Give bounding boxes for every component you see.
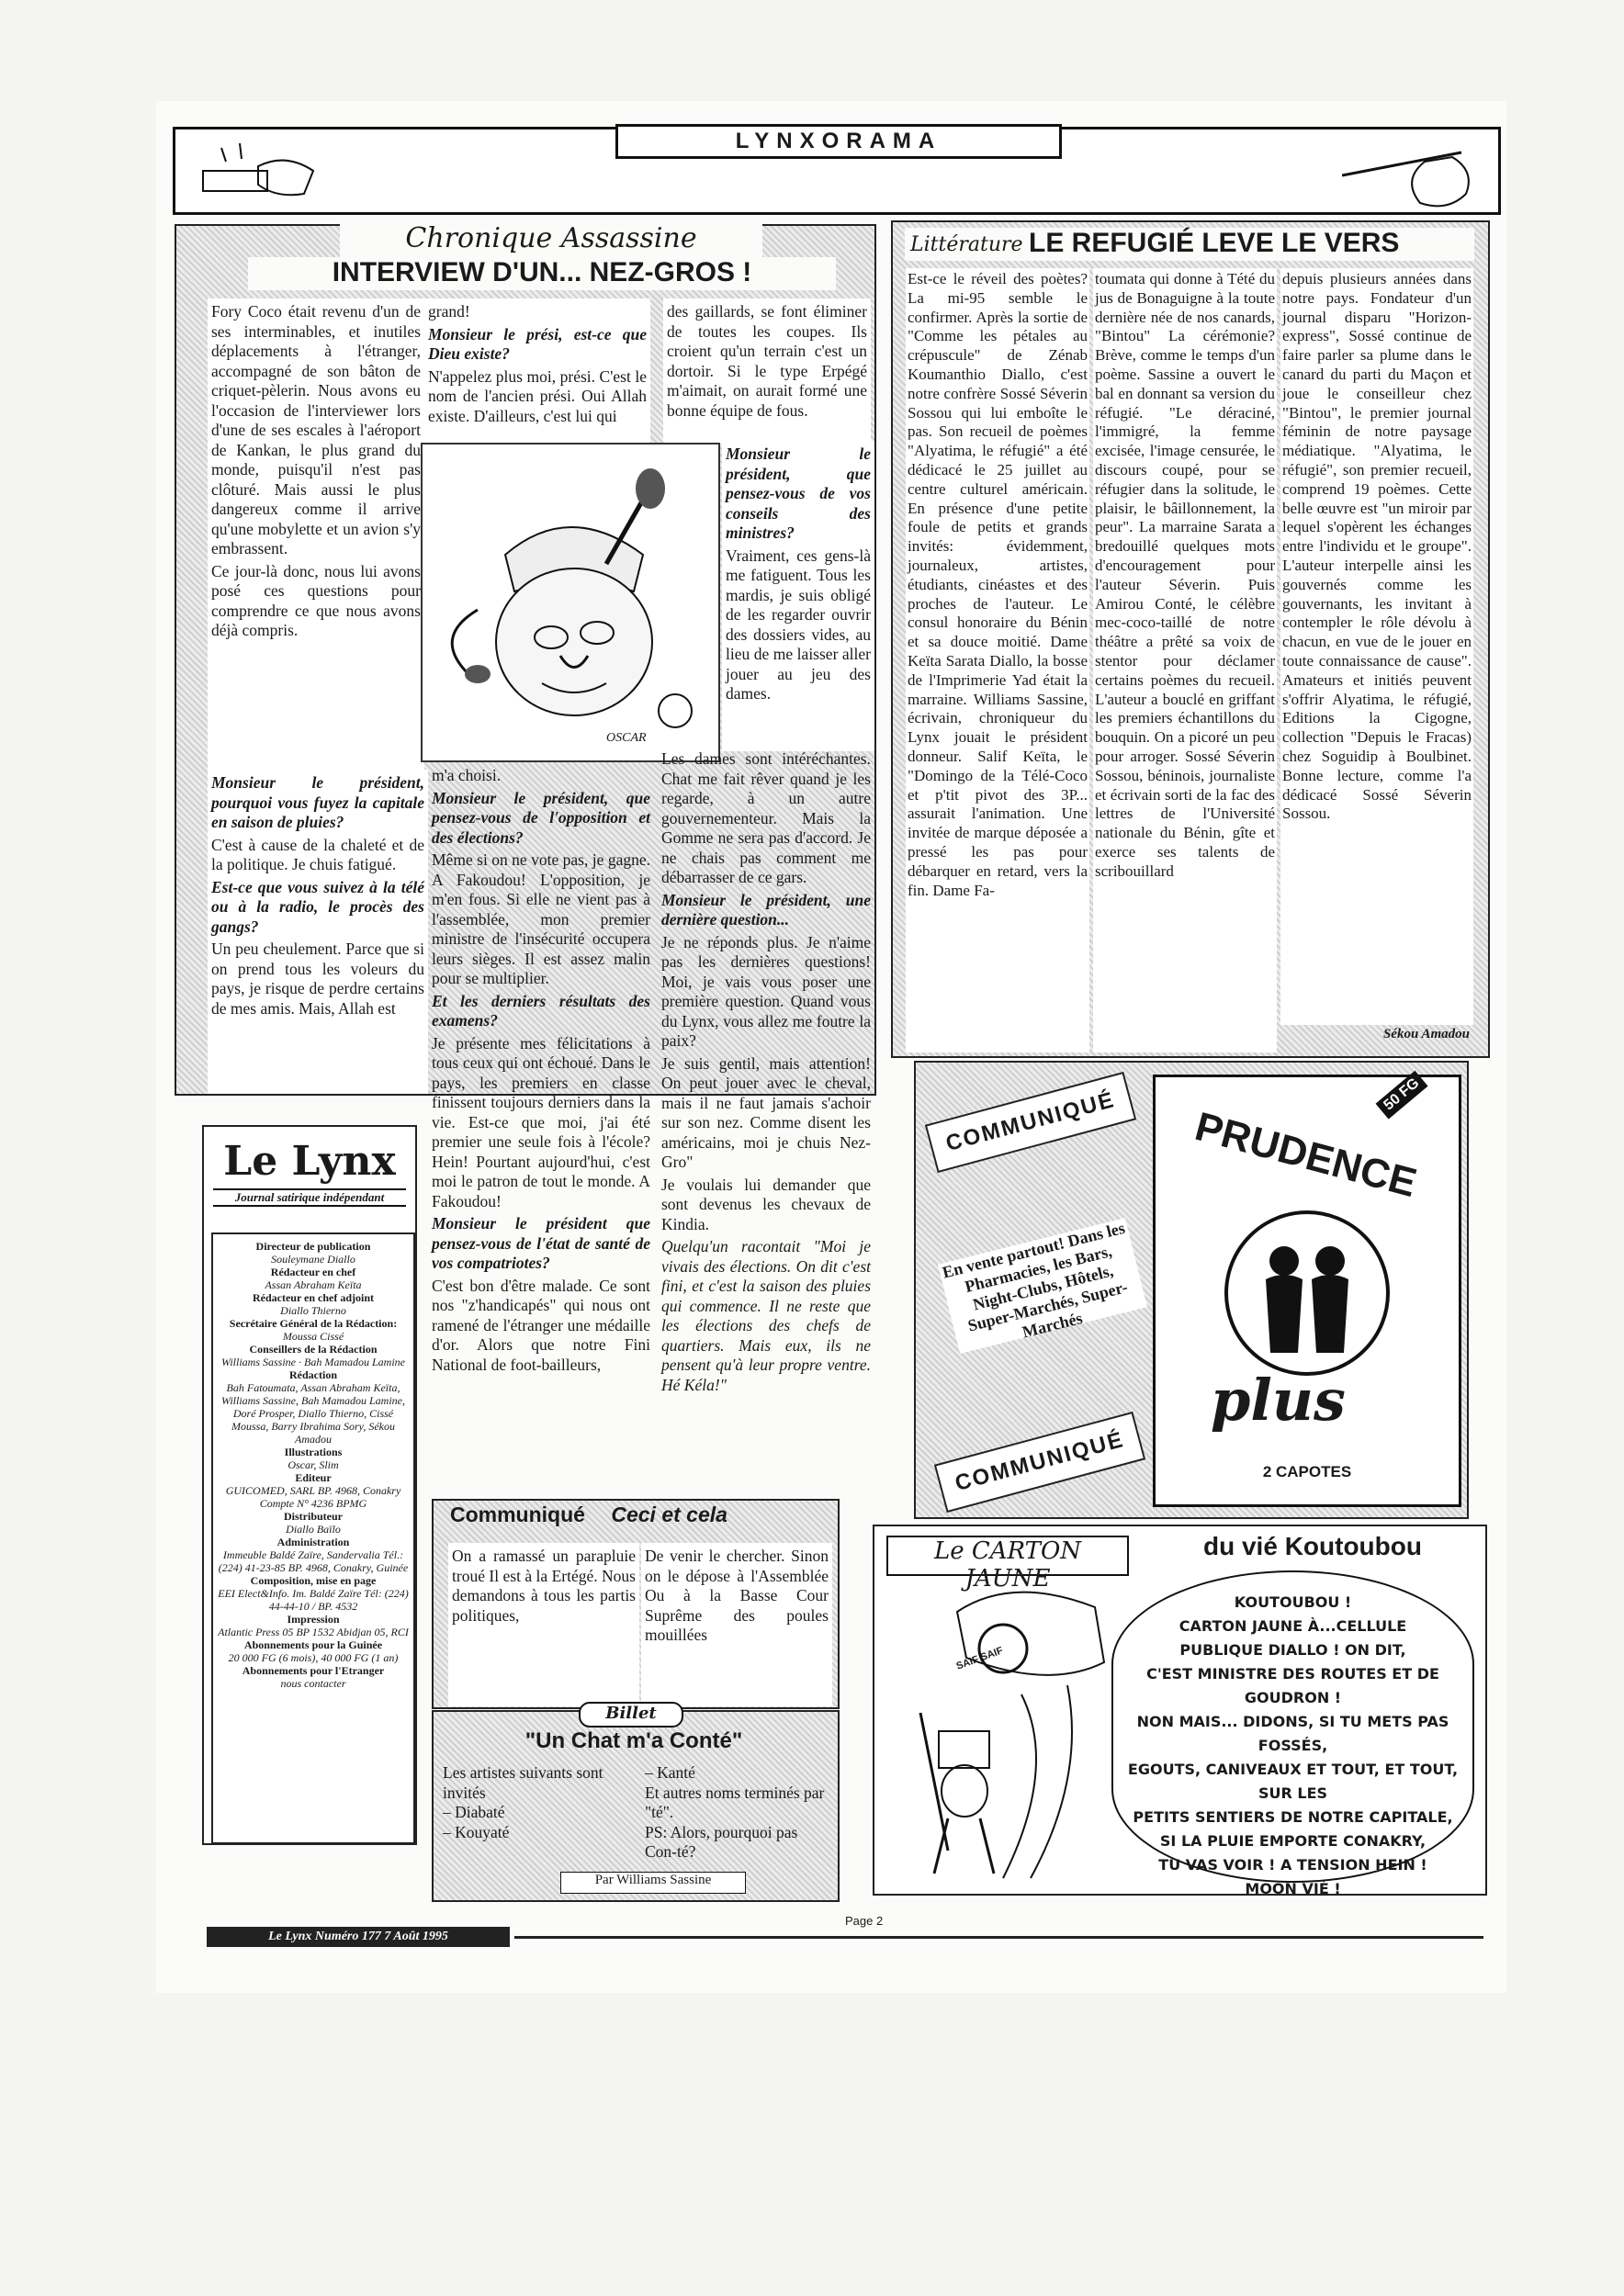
masthead-logo: Le Lynx xyxy=(223,1138,396,1185)
credit-name: Bah Fatoumata, Assan Abraham Keïta, Williams Sassine, Bah Mamadou Lamine, Doré Prosper, Diallo Thierno, Cissé Moussa, Barry Ibrahima Sory, Sékou Amadou xyxy=(221,1381,405,1446)
prudence-plus: plus xyxy=(1211,1367,1346,1434)
chronique-col2-top xyxy=(424,298,650,444)
credit-name: EEI Elect&Info. Im. Baldé Zaïre Tél: (224) 44-44-10 / BP. 4532 xyxy=(218,1587,409,1613)
ceci-left: On a ramassé un parapluie troué Il est à la Ertégé. Nous demandons à tous les partis politiques, xyxy=(448,1543,639,1706)
credit-name: Immeuble Baldé Zaïre, Sandervalia Tél.: (224) 41-23-85 BP. 4968, Conakry, Guinée xyxy=(218,1548,409,1574)
credit-role: Administration xyxy=(276,1536,350,1548)
answer: Je ne réponds plus. Je n'aime pas les dernières questions! Moi, je vais vous poser une première question. Quand vous du Lynx, vous allez me foutre la paix? xyxy=(661,932,871,1050)
carton-line: PUBLIQUE DIALLO ! ON DIT, xyxy=(1179,1641,1406,1659)
paragraph: Ce jour-là donc, nous lui avons posé ces questions pour comprendre ce que nous avons déjà compris. xyxy=(211,561,421,639)
masthead-credits xyxy=(211,1232,415,1844)
answer: Vraiment, ces gens-là me fatiguent. Tous les mardis, je suis obligé de les regarder ouvrir des dossiers vides, au lieu de me laisser aller jouer au jeu des dames. xyxy=(726,546,871,703)
footer-rule xyxy=(514,1936,1483,1939)
answer: Même si on ne vote pas, je gagne. A Fakoudou! L'opposition, je m'en fous. Si elle ne vient pas à l'assemblée, mon premier ministre de l'insécurité occupera leurs sièges. Il est assez malin pour se multiplier. xyxy=(432,850,650,987)
credit-entry xyxy=(217,1574,410,1613)
credit-role: Impression xyxy=(287,1613,340,1626)
ceci-title-a: Communiqué xyxy=(450,1503,585,1526)
litterature-byline: Sékou Amadou xyxy=(1382,1027,1470,1041)
communique-top: COMMUNIQUÉ xyxy=(925,1072,1136,1173)
credit-name: GUICOMED, SARL BP. 4968, Conakry Compte N° 4236 BPMG xyxy=(225,1484,401,1510)
chronique-col3 xyxy=(658,746,874,1525)
litterature-col2: toumata qui donne à Tété du jus de Bonaguigne à la toute dernière née de nos canards, "Bintou" La cérémonie? Brève, comme le temps d'un poème. Sassine a ouvert le bal en donnant sa version du réfugié. "Le déraciné, l'immigré, la femme excisée, l'image censurée, le discours coupé, pour se réfugier dans la solitude, le plaisir, le bâillonnement, la peur". La marraine Sarata a bredouillé quelques mots d'encouragement pour l'auteur Séverin. Puis Amirou Conté, le célèbre mec-coco-taillé de notre théâtre a prêté sa voix de stentor pour déclamer certains poèmes du recueil. L'auteur a bouclé en griffant les premiers échantillons du bouquin. On a picoré un peu pour arroger. Sossé Séverin Sossou, béninois, journaliste et écrivain sorti de la fac des lettres de l'Université nationale du Bénin, gîte et exerce ses talents de scribouillard xyxy=(1093,268,1277,1052)
carton-line: MOON VIÉ ! xyxy=(1245,1880,1341,1897)
credit-role: Abonnements pour la Guinée xyxy=(243,1638,383,1651)
carton-line: TU VAS VOIR ! A TENSION HEIN ! xyxy=(1158,1856,1427,1874)
masthead-tagline: Journal satirique indépendant xyxy=(213,1188,406,1207)
chronique-col2 xyxy=(428,762,654,1523)
section-title: LYNXORAMA xyxy=(615,124,1062,159)
carton-bubble: SAIF SAIF xyxy=(954,1645,1005,1672)
credit-role: Composition, mise en page xyxy=(250,1574,377,1587)
footer-issue: Le Lynx Numéro 177 7 Août 1995 xyxy=(207,1927,510,1947)
credit-name: Williams Sassine · Bah Mamadou Lamine xyxy=(221,1356,405,1368)
billet-left: Les artistes suivants sont invités – Diabaté – Kouyaté xyxy=(443,1763,603,1841)
communique-bottom: COMMUNIQUÉ xyxy=(934,1412,1145,1513)
carton-line: KOUTOUBOU ! xyxy=(1234,1593,1352,1611)
question: Monsieur le président, que pensez-vous de l'opposition et des élections? xyxy=(432,788,650,847)
credit-name: Moussa Cissé xyxy=(282,1330,344,1343)
paragraph: Fory Coco était revenu d'un de ses interminables, et inutiles déplacements à l'étranger, accompagné de son bâton de criquet-pèlerin. Nous avons eu l'occasion de l'interviewer lors d'une de ses escales à l'aéroport de Kankan, le plus grand du monde, puisqu'il n'est pas clôturé. Mais aussi le plus dangereux comme il arrive qu'une mobylette et un avion s'y embrassent. xyxy=(211,302,421,557)
prudence-package xyxy=(1153,1075,1461,1507)
credit-role: Conseillers de la Rédaction xyxy=(249,1343,378,1356)
chronique-col1 xyxy=(208,298,424,770)
answer: grand! xyxy=(428,302,470,321)
credit-entry xyxy=(217,1317,410,1343)
couple-emblem-icon xyxy=(1220,1206,1394,1380)
litterature-col3: depuis plusieurs années dans notre pays. Fondateur d'un journal disparu "Horizon-express", Sossé continue de faire parler sa plume dans le canard du parti du Maçon et joue le conseilleur chez "Bintou", le premier journal féminin de notre paysage médiatique. "Alyatima, le réfugié", son premier recueil, comprend 19 poèmes. Cette belle œuvre est "un miroir par lequel s'opèrent les échanges entre l'individu et le groupe". L'auteur interpelle ainsi les gouvernés comme les gouvernants, les invitant à contempler le rôle dévolu à chacun, en vue de le jouer en toute connaissance de cause". Amateurs et initiés peuvent s'offrir Alyatima, le réfugié, Editions la Cigogne, collection "Depuis le Fracas) chez Soguidip à Boulbinet. Bonne lecture, comme l'a dédicacé Sossé Séverin Sossou. xyxy=(1280,268,1473,1025)
chronique-headline: INTERVIEW D'UN... NEZ-GROS ! xyxy=(248,257,836,290)
credit-entry xyxy=(217,1240,410,1266)
question: Monsieur le président, que pensez-vous de vos conseils des ministres? xyxy=(726,445,871,542)
credit-name: Souleymane Diallo xyxy=(271,1253,355,1266)
credit-entry xyxy=(217,1343,410,1368)
quote: Quelqu'un racontait "Moi je vivais des élections. On dit c'est fini, et c'est la saison des pluies qui commence. Il ne reste que les élections des chefs de quartiers. Mais eux, ils ne pensent qu'à leur propre ventre. Hé Kéla!" xyxy=(661,1237,871,1394)
credit-role: Illustrations xyxy=(284,1446,343,1458)
credit-name: Atlantic Press 05 BP 1532 Abidjan 05, RCI xyxy=(218,1626,409,1638)
billet-right: – Kanté Et autres noms terminés par "té". PS: Alors, pourquoi pas Con-té? xyxy=(645,1763,825,1861)
carton-speech-bubble xyxy=(1111,1570,1474,1897)
credit-role: Rédacteur en chef xyxy=(270,1266,356,1278)
answer: N'appelez plus moi, prési. C'est le nom de l'ancien prési. Oui Allah existe. D'ailleurs, c'est lui qui xyxy=(428,366,647,425)
answer: m'a choisi. xyxy=(432,766,502,784)
answer: Un peu cheulement. Parce que si on prend tous les voleurs du pays, je risque de perdre certains de mes amis. Mais, Allah est xyxy=(211,940,424,1018)
question: Monsieur le président, une dernière question... xyxy=(661,890,871,929)
capotes-label: 2 CAPOTES xyxy=(1262,1463,1352,1480)
credit-entry xyxy=(217,1638,410,1664)
chronique-kicker: Chronique Assassine xyxy=(340,222,762,259)
carton-line: SI LA PLUIE EMPORTE CONAKRY, xyxy=(1159,1832,1427,1850)
credit-entry xyxy=(217,1266,410,1291)
price-tag: 50 FG xyxy=(1376,1070,1428,1119)
credit-name: Assan Abraham Keïta xyxy=(265,1278,362,1291)
credit-entry xyxy=(217,1510,410,1536)
credit-role: Rédacteur en chef adjoint xyxy=(252,1291,375,1304)
carton-line: C'EST MINISTRE DES ROUTES ET DE GOUDRON ! xyxy=(1146,1665,1439,1706)
credit-entry xyxy=(217,1446,410,1471)
credit-name: Diallo Thierno xyxy=(280,1304,346,1317)
chronique-col3-mid xyxy=(722,441,874,751)
credit-entry xyxy=(217,1368,410,1446)
footer-page: Page 2 xyxy=(845,1914,884,1928)
chronique-col1b xyxy=(208,770,428,1094)
billet-title: "Un Chat m'a Conté" xyxy=(524,1728,743,1753)
ceci-right: De venir le chercher. Sinon on le dépose à l'Assemblée Ou à la Basse Cour Suprême des poules mouillées xyxy=(641,1543,832,1706)
carton-line: EGOUTS, CANIVEAUX ET TOUT, ET TOUT, SUR LES xyxy=(1127,1761,1459,1802)
question: Monsieur le prési, est-ce que Dieu existe? xyxy=(428,324,647,363)
caricature-drawing xyxy=(423,445,718,760)
carton-title-b: du vié Koutoubou xyxy=(1203,1532,1422,1560)
credit-entry xyxy=(217,1613,410,1638)
question: Monsieur le président, pourquoi vous fuyez la capitale en saison de pluies? xyxy=(211,773,424,831)
question: Et les derniers résultats des examens? xyxy=(432,991,650,1030)
communique-body: En vente partout! Dans les Pharmacies, les Bars, Night-Clubs, Hôtels, Super-Marchés, Super-Marchés xyxy=(938,1218,1147,1354)
answer: C'est bon d'être malade. Ce sont nos "z'handicapés" qui nous ont ramené de l'étranger une médaille d'or. Alors que notre Fini National de foot-bailleurs, xyxy=(432,1276,650,1374)
answer: Les dames sont intéréchantes. Chat me fait rêver quand je les regarde, à un autre gouvernementeur. Mais la Gomme ne sera pas d'accord. Je ne chais pas comment me débarrasser de ce gars. xyxy=(661,749,871,886)
billet-byline: Par Williams Sassine xyxy=(560,1872,746,1894)
credit-name: nous contacter xyxy=(280,1677,346,1690)
prudence-brand: PRUDENCE xyxy=(1190,1103,1422,1207)
ceci-title-b: Ceci et cela xyxy=(611,1503,727,1526)
billet-tag: Billet xyxy=(579,1702,683,1728)
litterature-header xyxy=(905,228,1474,261)
credit-role: Secrétaire Général de la Rédaction: xyxy=(229,1317,398,1330)
credit-role: Directeur de publication xyxy=(255,1240,371,1253)
credit-name: Diallo Baïlo xyxy=(286,1523,341,1536)
litterature-kicker: Littérature xyxy=(910,233,1023,256)
credit-role: Rédaction xyxy=(289,1368,337,1381)
litterature-col1: Est-ce le réveil des poètes? La mi-95 semble le confirmer. Après la sortie de "Comme les pétales au crépuscule" de Zénab Koumanthio Diallo, c'est notre confrère Sossé Séverin Sossou qui lui emboîte le pas. Son recueil de poèmes "Alyatima, le réfugié" a été dédicacé le 25 juillet au centre culturel américain. En présence d'une petite foule de petits et grands invités: évidemment, journaleux, artistes, étudiants, cinéastes et des proches de l'auteur. Le consul honoraire du Bénin et sa douce moitié. Dame Keïta Sarata Diallo, la bosse de l'Imprimerie Yad était la marraine. Williams Sassine, écrivain, chroniqueur du Lynx jouait le président donneur. Salif Keïta, le "Domingo de la Télé-Coco et p'tit pivot des 3P... assurait l'animation. Une invitée de marque déposée a pressé les pas pour débarquer en retard, vers la fin. Dame Fa- xyxy=(906,268,1089,1052)
answer: Je suis gentil, mais attention! On peut jouer avec le cheval, mais il ne faut jamais s'achoir sur son nez. Comme disent les américains, moi je chuis Nez-Gro" xyxy=(661,1053,871,1171)
hand-stamp-icon xyxy=(194,139,332,203)
credit-entry xyxy=(217,1664,410,1690)
carton-line: PETITS SENTIERS DE NOTRE CAPITALE, xyxy=(1133,1808,1453,1826)
paragraph: des gaillards, se font éliminer de toutes les coupes. Ils croient qu'un terrain c'est un dortoir. Si le type Erpégé m'aimait, on aurait formé une bonne équipe de fous. xyxy=(667,302,867,420)
answer: Je voulais lui demander que sont devenus les chevaux de Kindia. xyxy=(661,1175,871,1233)
credit-entry xyxy=(217,1291,410,1317)
bundle-stick-icon xyxy=(1342,134,1480,208)
chronique-col3-top xyxy=(663,298,871,444)
credit-name: 20 000 FG (6 mois), 40 000 FG (1 an) xyxy=(228,1651,399,1664)
carton-title-a: Le CARTON JAUNE xyxy=(886,1536,1129,1576)
question: Monsieur le président que pensez-vous de l'état de santé de vos compatriotes? xyxy=(432,1214,650,1272)
credit-role: Abonnements pour l'Etranger xyxy=(242,1664,385,1677)
credit-entry xyxy=(217,1536,410,1574)
credit-entry xyxy=(217,1471,410,1510)
credit-name: Oscar, Slim xyxy=(288,1458,339,1471)
answer: Je présente mes félicitations à tous ceux qui ont échoué. Dans le pays, les premiers en classe finissent toujours derniers dans la vie. Est-ce que moi, j'ai été premier une seule fois à l'école? Hein! Pourtant aujourd'hui, c'est moi le patron de tout le monde. A Fakoudou! xyxy=(432,1033,650,1210)
litterature-headline: LE REFUGIÉ LEVE LE VERS xyxy=(1029,228,1400,258)
ceci-title xyxy=(450,1503,836,1528)
cartoon-signature: OSCAR xyxy=(606,731,647,745)
president-cartoon xyxy=(421,443,720,762)
credit-role: Editeur xyxy=(295,1471,332,1484)
carton-line: NON MAIS... DIDONS, SI TU METS PAS FOSSÉS, xyxy=(1136,1713,1449,1754)
answer: C'est à cause de la chaleté et de la politique. Je chuis fatigué. xyxy=(211,835,424,873)
question: Est-ce que vous suivez à la télé ou à la radio, le procès des gangs? xyxy=(211,877,424,936)
credit-role: Distributeur xyxy=(284,1510,343,1523)
carton-line: CARTON JAUNE À...CELLULE xyxy=(1179,1617,1407,1635)
